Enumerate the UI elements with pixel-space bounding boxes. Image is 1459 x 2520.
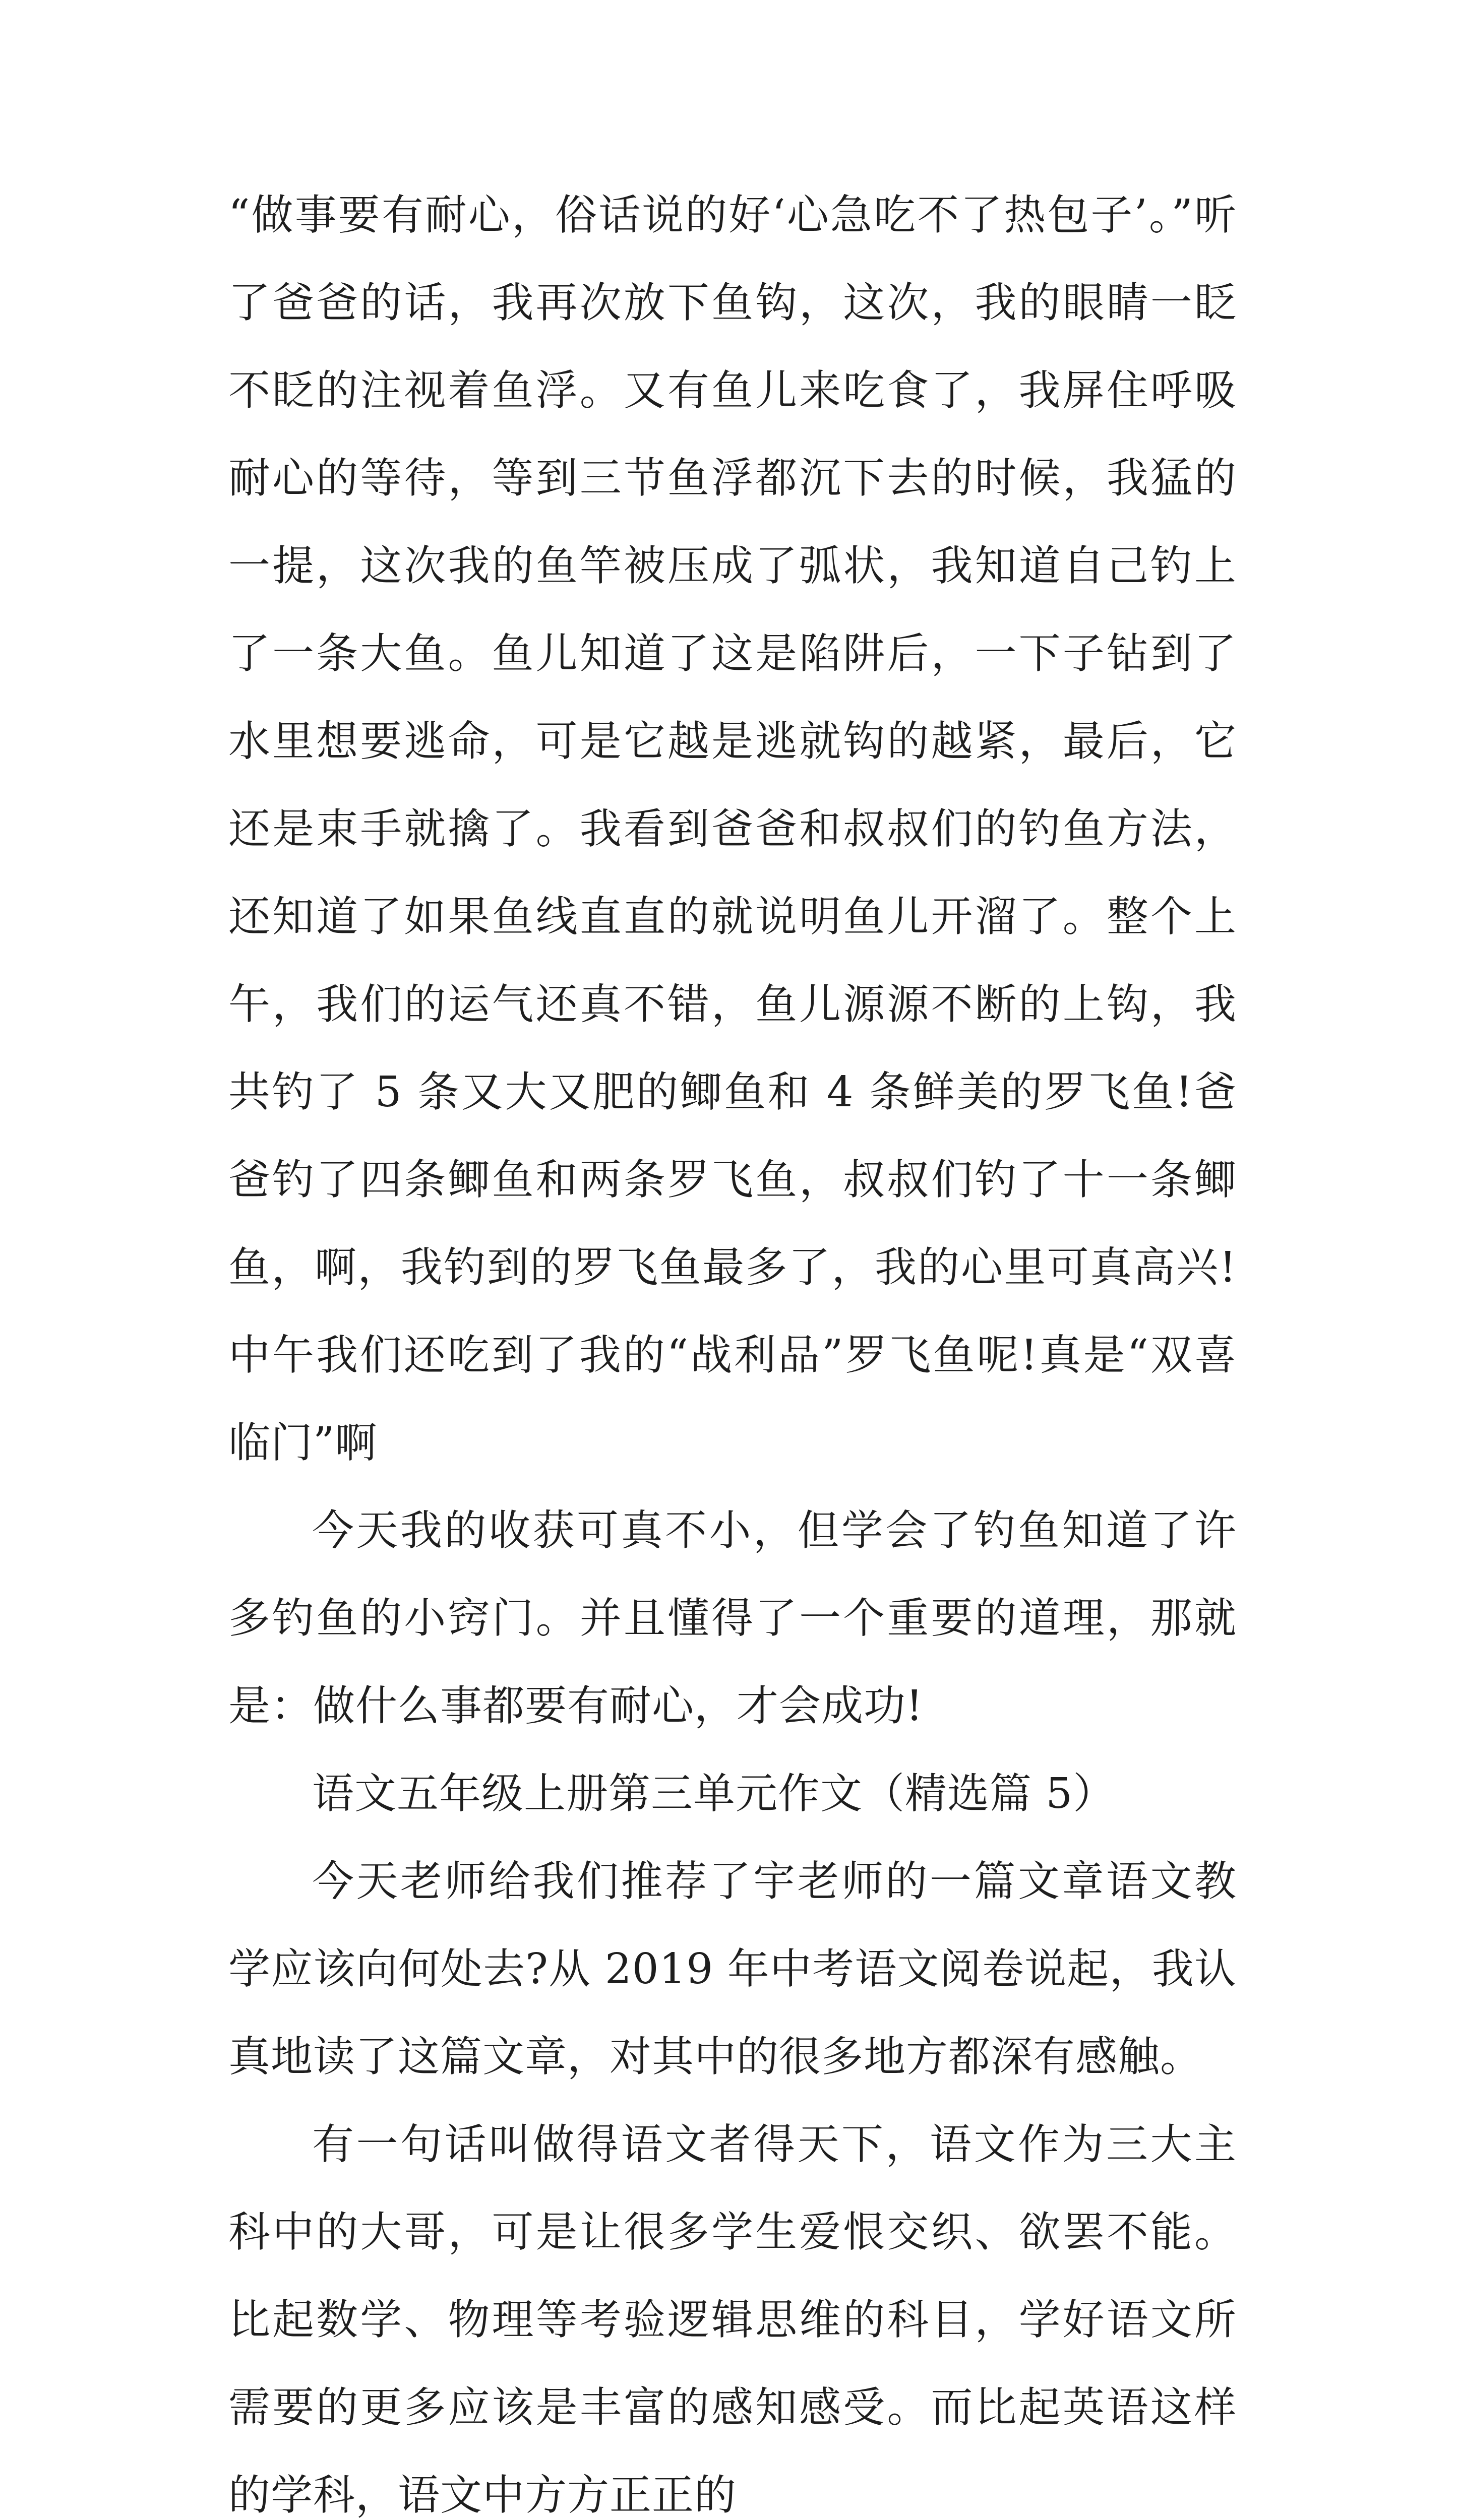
paragraph-chinese-subject: 有一句话叫做得语文者得天下，语文作为三大主科中的大哥，可是让很多学生爱恨交织、欲罢不能。比起数学、物理等考验逻辑思维的科目，学好语文所需要的更多应该是丰富的感知感受。而比起英语这样的学科，语文中方方正正的 (228, 2120, 1237, 2519)
paragraph-fishing-story: “做事要有耐心，俗话说的好‘心急吃不了热包子’。”听了爸爸的话，我再次放下鱼钩，这次，我的眼睛一眨不眨的注视着鱼浮。又有鱼儿来吃食了，我屏住呼吸耐心的等待，等到三节鱼浮都沉下去的时候，我猛的一提，这次我的鱼竿被压成了弧状，我知道自己钓上了一条大鱼。鱼儿知道了这是陷阱后，一下子钻到了水里想要逃命，可是它越是逃就钩的越紧，最后，它还是束手就擒了。我看到爸爸和叔叔们的钓鱼方法，还知道了如果鱼线直直的就说明鱼儿开溜了。整个上午，我们的运气还真不错，鱼儿源源不断的上钩，我共钓了 5 条又大又肥的鲫鱼和 4 条鲜美的罗飞鱼!爸爸钓了四条鲫鱼和两条罗飞鱼，叔叔们钓了十一条鲫鱼，啊，我钓到的罗飞鱼最多了，我的心里可真高兴!中午我们还吃到了我的“战利品”罗飞鱼呢!真是“双喜临门”啊 (228, 191, 1237, 1467)
paragraph-article-intro: 今天老师给我们推荐了宇老师的一篇文章语文教学应该向何处去?从 2019 年中考语文阅卷说起，我认真地读了这篇文章，对其中的很多地方都深有感触。 (228, 1857, 1237, 2081)
section-heading: 语文五年级上册第三单元作文（精选篇 5） (312, 1769, 1116, 1818)
paragraph-harvest-summary: 今天我的收获可真不小，但学会了钓鱼知道了许多钓鱼的小窍门。并且懂得了一个重要的道理，那就是：做什么事都要有耐心，才会成功! (228, 1506, 1237, 1730)
document-body (228, 171, 1237, 2520)
